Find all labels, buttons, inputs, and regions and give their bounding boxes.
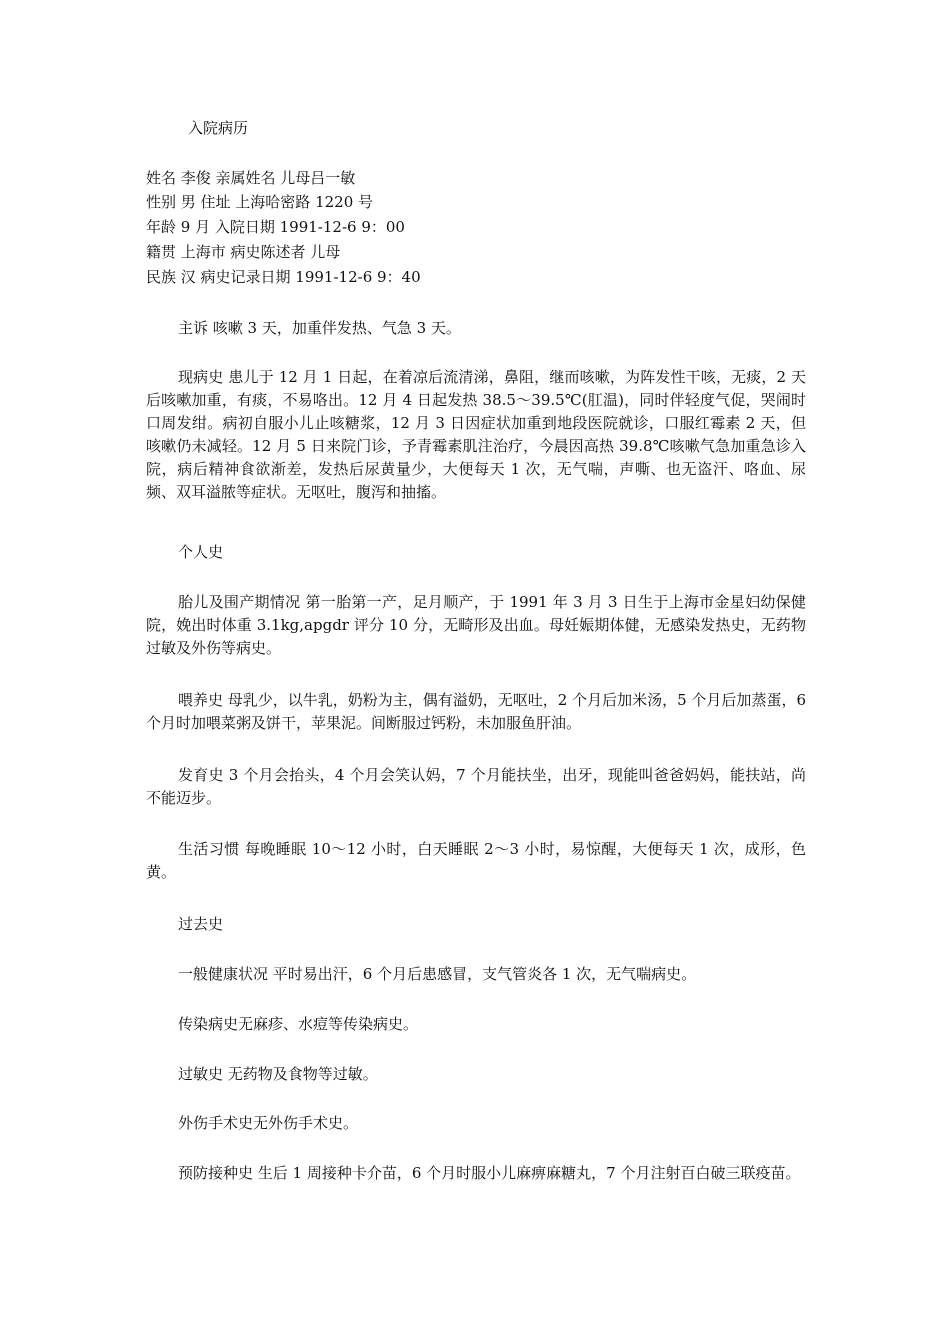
birth-history: 胎儿及围产期情况 第一胎第一产，足月顺产，于 1991 年 3 月 3 日生于上海市金星妇幼保健院，娩出时体重 3.1kg,apgdr 评分 10 分，无畸形及出血。母妊娠期体健，无感染发热史，无药物过敏及外伤等病史。 — [146, 593, 806, 657]
feeding-history: 喂养史 母乳少，以牛乳，奶粉为主，偶有溢奶，无呕吐，2 个月后加米汤，5 个月后加蒸蛋，6 个月时加喂菜粥及饼干，苹果泥。间断服过钙粉，未加服鱼肝油。 — [146, 691, 806, 732]
vaccination-history: 预防接种史 生后 1 周接种卡介苗，6 个月时服小儿麻痹麻糖丸，7 个月注射百白破三联疫苗。 — [178, 1164, 801, 1182]
present-illness: 现病史 患儿于 12 月 1 日起，在着凉后流清涕，鼻阻，继而咳嗽，为阵发性干咳，无痰，2 天后咳嗽加重，有痰，不易咯出。12 月 4 日起发热 38.5～39.5℃(肛温)，同时伴轻度气促，哭闹时口周发绀。病初自服小儿止咳糖浆，12 月 3 日因症状加重到地段医院就诊，口服红霉素 2 天，但咳嗽仍未减轻。12 月 5 日来院门诊，予青霉素肌注治疗，今晨因高热 39.8℃咳嗽气急加重急诊入院，病后精神食欲渐差，发热后尿黄量少，大便每天 1 次，无气喘，声嘶、也无盗汗、咯血、尿频、双耳溢脓等症状。无呕吐，腹泻和抽搐。 — [146, 368, 806, 501]
living-habits: 生活习惯 每晚睡眠 10～12 小时，白天睡眠 2～3 小时，易惊醒，大便每天 1 次，成形，色黄。 — [146, 840, 806, 881]
infectious-history: 传染病史无麻疹、水痘等传染病史。 — [178, 1015, 419, 1033]
info-line-age: 年龄 9 月 入院日期 1991-12-6 9：00 — [146, 218, 405, 236]
info-line-gender: 性别 男 住址 上海哈密路 1220 号 — [146, 193, 374, 211]
info-line-origin: 籍贯 上海市 病史陈述者 儿母 — [146, 243, 341, 261]
personal-history-heading: 个人史 — [178, 543, 224, 561]
document-title: 入院病历 — [188, 119, 249, 137]
past-history-heading: 过去史 — [178, 915, 224, 933]
allergy-history: 过敏史 无药物及食物等过敏。 — [178, 1065, 378, 1083]
trauma-surgery-history: 外伤手术史无外伤手术史。 — [178, 1114, 359, 1132]
info-line-name: 姓名 李俊 亲属姓名 儿母吕一敏 — [146, 169, 356, 187]
info-line-ethnicity: 民族 汉 病史记录日期 1991-12-6 9：40 — [146, 268, 421, 286]
general-health: 一般健康状况 平时易出汗，6 个月后患感冒，支气管炎各 1 次，无气喘病史。 — [178, 965, 697, 983]
chief-complaint: 主诉 咳嗽 3 天，加重伴发热、气急 3 天。 — [178, 319, 461, 337]
development-history: 发育史 3 个月会抬头，4 个月会笑认妈，7 个月能扶坐，出牙，现能叫爸爸妈妈，能扶站，尚不能迈步。 — [146, 766, 806, 807]
